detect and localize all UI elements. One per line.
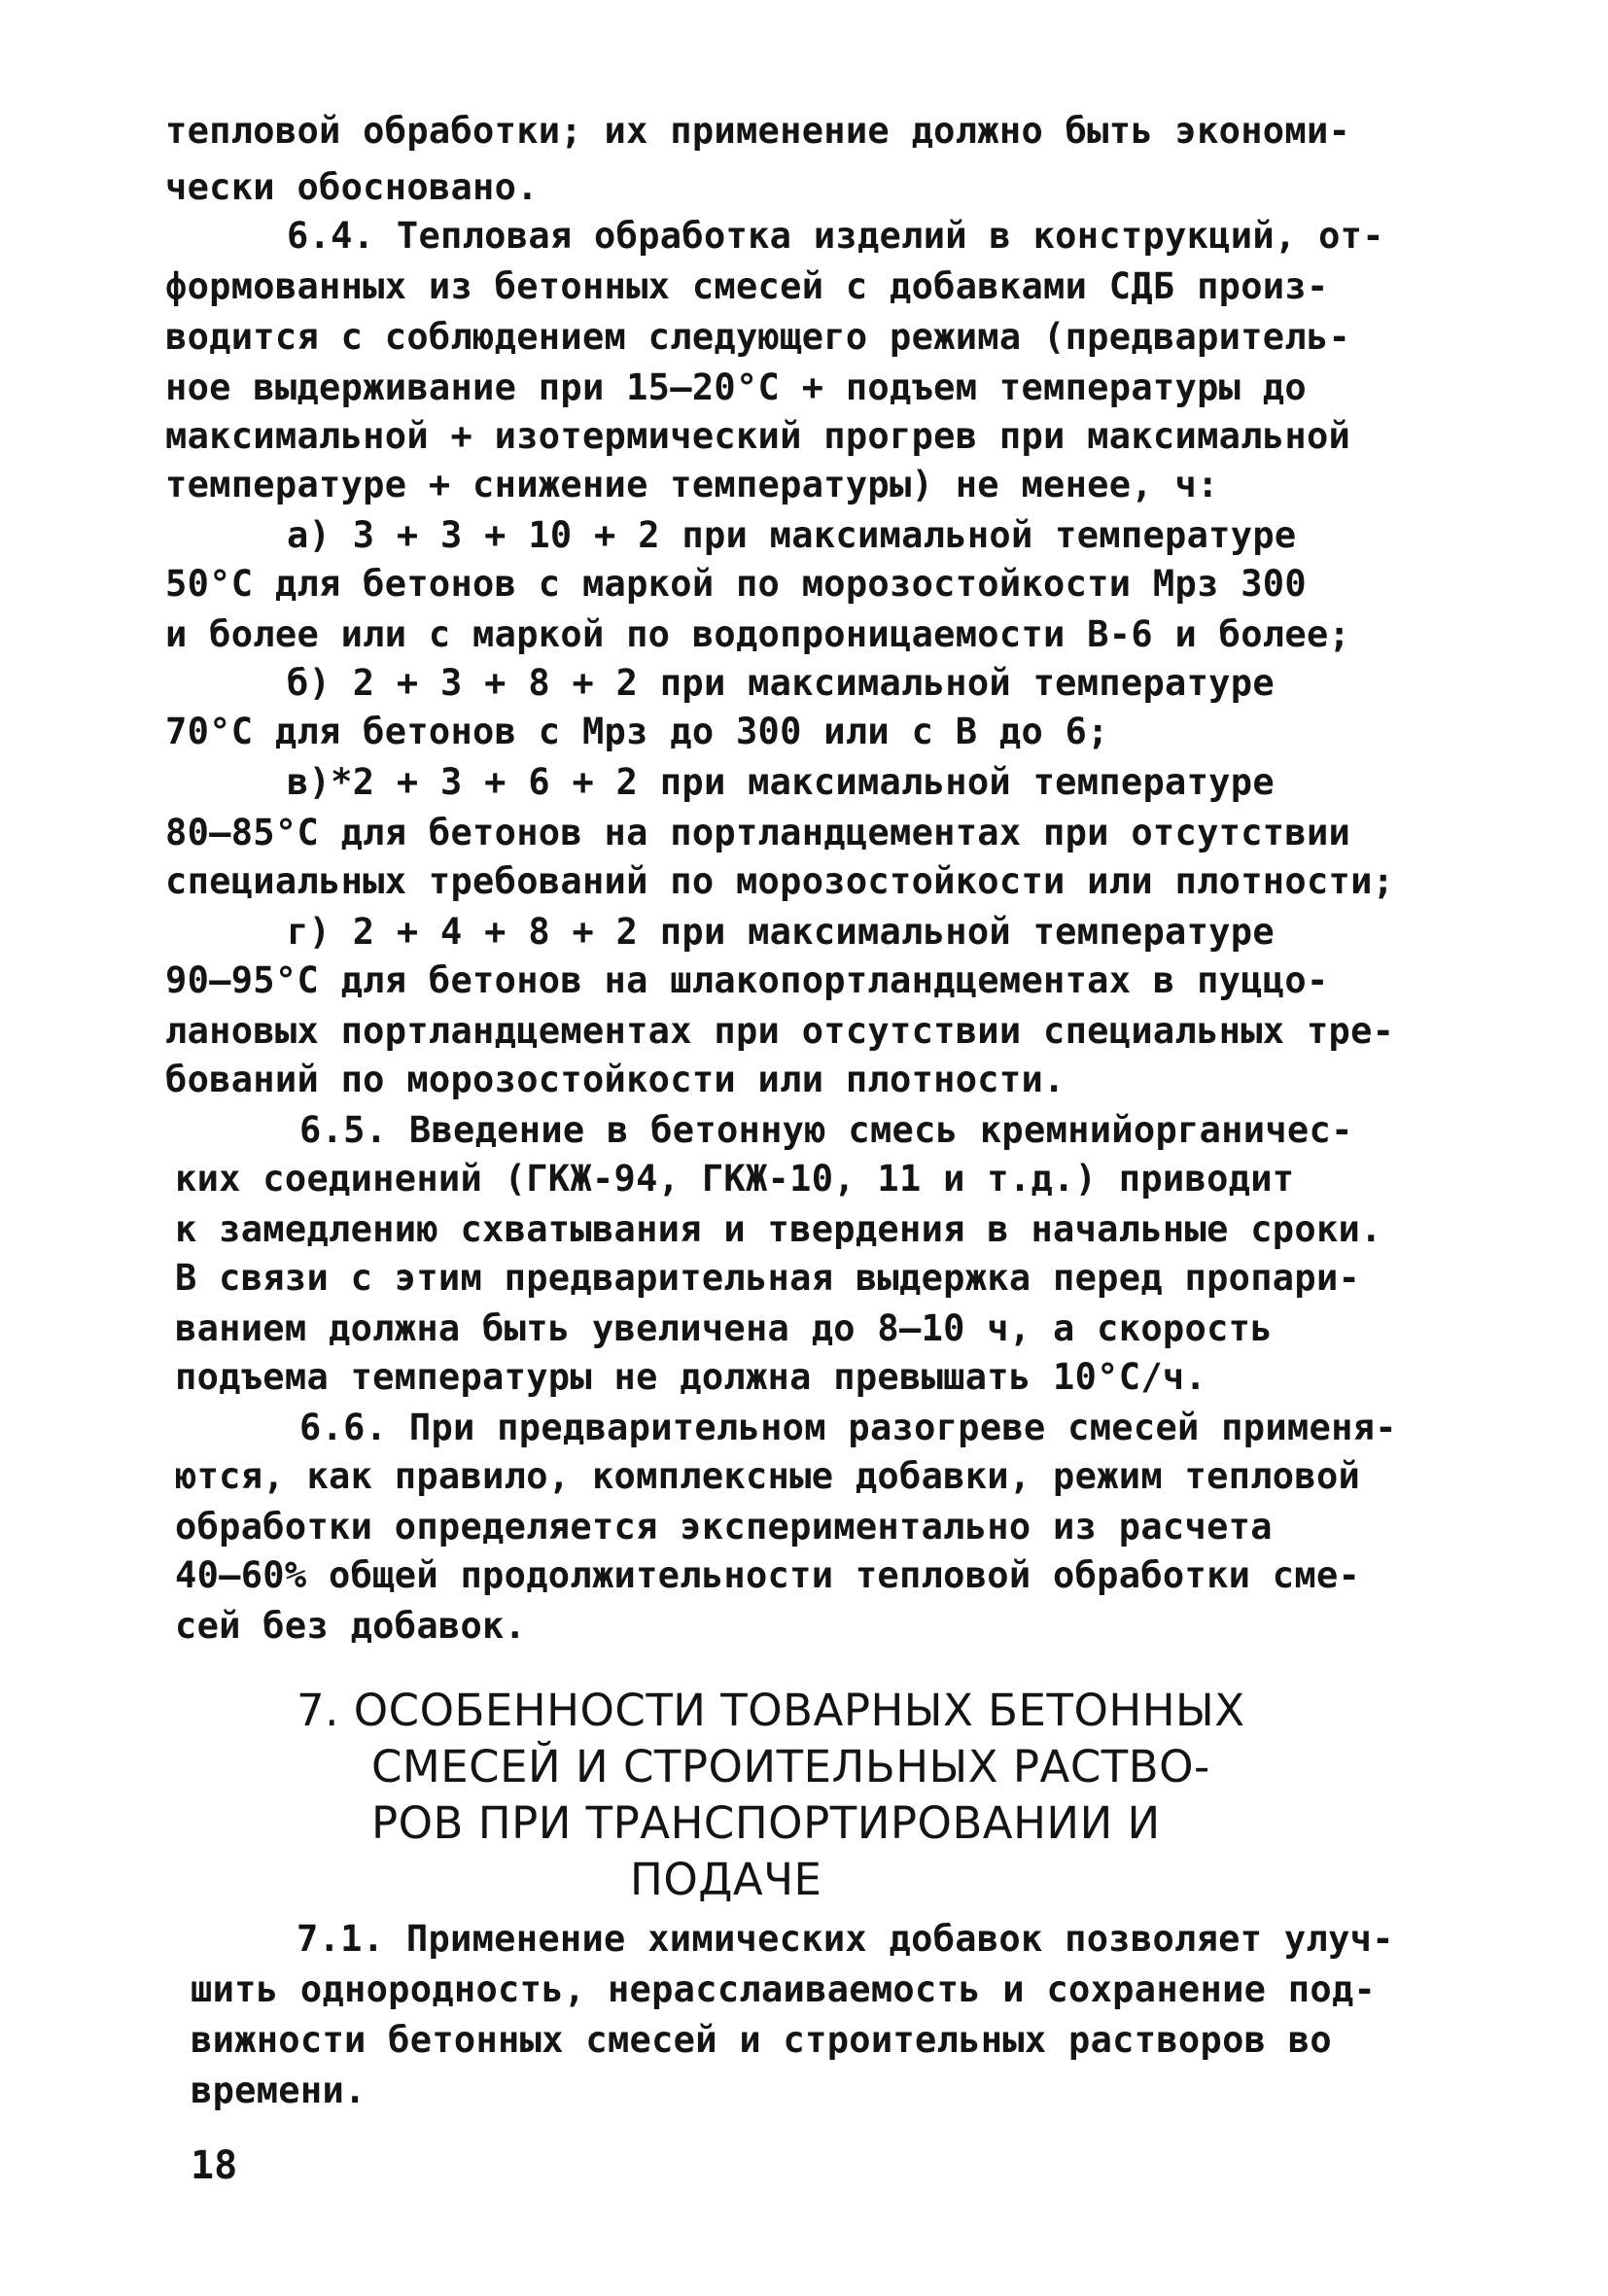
- text-line: г) 2 + 4 + 8 + 2 при максимальной температуре: [287, 911, 1275, 953]
- text-line: чески обосновано.: [165, 166, 539, 208]
- text-line: 6.4. Тепловая обработка изделий в конструкций, от-: [287, 215, 1384, 257]
- text-line: б) 2 + 3 + 8 + 2 при максимальной температуре: [287, 662, 1275, 704]
- text-line: шить однородность, нерасслаиваемость и сохранение под-: [191, 1968, 1377, 2010]
- text-line: 70°С для бетонов с Мрз до 300 или с В до 6;: [165, 711, 1109, 752]
- text-line: времени.: [191, 2070, 367, 2111]
- text-line: формованных из бетонных смесей с добавками СДБ произ-: [165, 265, 1329, 307]
- text-line: и более или с маркой по водопроницаемости В-6 и более;: [165, 613, 1351, 655]
- page-number: 18: [191, 2143, 238, 2188]
- text-line: ное выдерживание при 15–20°С + подъем температуры до: [165, 366, 1307, 408]
- text-line: 40–60% общей продолжительности тепловой обработки сме-: [175, 1554, 1361, 1596]
- text-line: 6.5. Введение в бетонную смесь кремнийорганичес-: [299, 1109, 1353, 1151]
- section-heading-line: ПОДАЧЕ: [630, 1854, 822, 1905]
- text-line: температуре + снижение температуры) не менее, ч:: [165, 464, 1219, 505]
- text-line: ются, как правило, комплексные добавки, режим тепловой: [175, 1455, 1361, 1497]
- text-line: вижности бетонных смесей и строительных растворов во: [191, 2019, 1332, 2061]
- section-heading-line: 7. ОСОБЕННОСТИ ТОВАРНЫХ БЕТОННЫХ: [297, 1685, 1245, 1736]
- text-line: ких соединений (ГКЖ-94, ГКЖ-10, 11 и т.д.) приводит: [175, 1158, 1295, 1200]
- text-line: тепловой обработки; их применение должно быть экономи-: [165, 110, 1351, 152]
- section-heading-line: РОВ ПРИ ТРАНСПОРТИРОВАНИИ И: [371, 1797, 1161, 1849]
- text-line: 6.6. При предварительном разогреве смесей применя-: [299, 1407, 1397, 1448]
- text-line: ванием должна быть увеличена до 8–10 ч, а скорость: [175, 1307, 1273, 1349]
- text-line: водится с соблюдением следующего режима (предваритель-: [165, 316, 1351, 358]
- text-line: максимальной + изотермический прогрев при максимальной: [165, 415, 1351, 457]
- text-line: в)*2 + 3 + 6 + 2 при максимальной температуре: [287, 761, 1275, 803]
- section-heading-line: СМЕСЕЙ И СТРОИТЕЛЬНЫХ РАСТВО-: [371, 1741, 1210, 1792]
- text-line: В связи с этим предварительная выдержка перед пропари-: [175, 1257, 1361, 1299]
- text-line: лановых портландцементах при отсутствии специальных тре-: [165, 1010, 1395, 1052]
- text-line: 50°С для бетонов с маркой по морозостойкости Мрз 300: [165, 563, 1307, 605]
- text-line: к замедлению схватывания и твердения в начальные сроки.: [175, 1208, 1382, 1250]
- text-line: подъема температуры не должна превышать 10°С/ч.: [175, 1356, 1207, 1398]
- text-line: обработки определяется экспериментально из расчета: [175, 1506, 1273, 1548]
- text-line: бований по морозостойкости или плотности.: [165, 1059, 1066, 1100]
- text-line: сей без добавок.: [175, 1605, 527, 1647]
- text-line: 80–85°С для бетонов на портландцементах при отсутствии: [165, 812, 1351, 853]
- text-line: 90–95°С для бетонов на шлакопортландцементах в пуццо-: [165, 959, 1329, 1001]
- text-line: а) 3 + 3 + 10 + 2 при максимальной температуре: [287, 514, 1297, 556]
- text-line: 7.1. Применение химических добавок позволяет улуч-: [297, 1918, 1394, 1960]
- text-line: специальных требований по морозостойкости или плотности;: [165, 860, 1395, 902]
